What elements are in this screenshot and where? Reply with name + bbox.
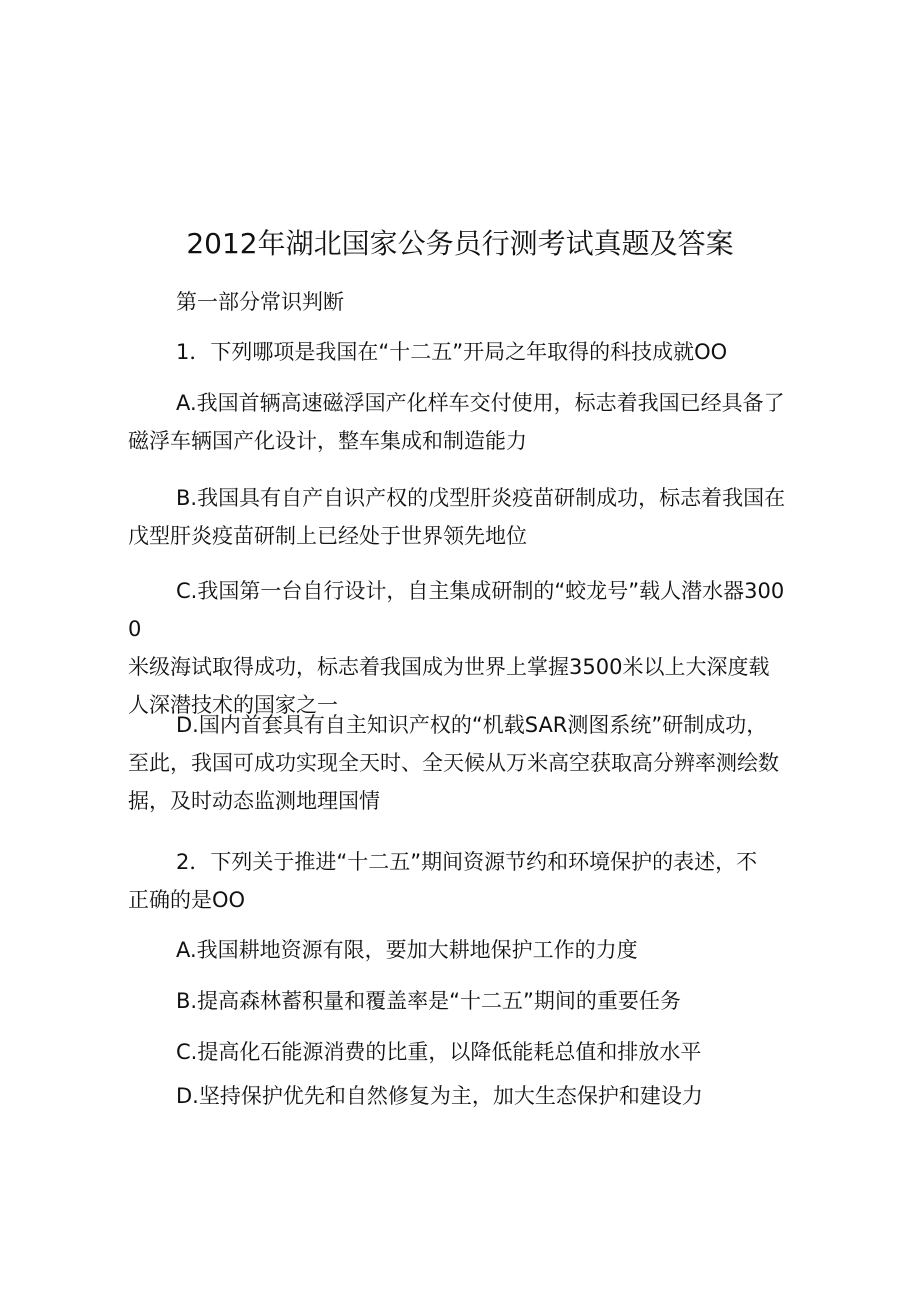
option-line: A.我国耕地资源有限，要加大耕地保护工作的力度 [176, 938, 638, 962]
question-1-option-b [128, 479, 796, 555]
option-line: C.我国第一台自行设计，自主集成研制的“蛟龙号”载人潜水器3000 [128, 579, 785, 641]
question-2-stem [128, 843, 796, 919]
option-line: 磁浮车辆国产化设计，整车集成和制造能力 [128, 429, 527, 453]
option-line: 至此，我国可成功实现全天时、全天候从万米高空获取高分辨率测绘数 [128, 751, 779, 775]
option-line: A.我国首辆高速磁浮国产化样车交付使用，标志着我国已经具备了 [176, 391, 785, 415]
question-2-option-b [128, 982, 796, 1020]
option-line: 米级海试取得成功，标志着我国成为世界上掌握3500米以上大深度载 [128, 655, 770, 679]
option-line: 据，及时动态监测地理国情 [128, 789, 380, 813]
option-line: 人深潜技术的国家之一 [128, 693, 338, 717]
question-1-option-c [128, 572, 796, 724]
question-1-stem [128, 333, 796, 371]
option-line: D.国内首套具有自主知识产权的“机载SAR测图系统”研制成功， [176, 713, 768, 737]
question-1-stem-text: 1．下列哪项是我国在“十二五”开局之年取得的科技成就OO [176, 340, 728, 364]
option-line: B.我国具有自产自识产权的戊型肝炎疫苗研制成功，标志着我国在 [176, 486, 786, 510]
question-2-option-c [128, 1033, 796, 1071]
option-line: D.坚持保护优先和自然修复为主，加大生态保护和建设力 [176, 1084, 703, 1108]
question-2-option-d [128, 1077, 796, 1115]
question-1-option-d [128, 706, 796, 820]
question-2-option-a [128, 931, 796, 969]
question-1-option-a [128, 384, 796, 460]
section-heading-text: 第一部分常识判断 [176, 290, 344, 314]
document-title: 2012年湖北国家公务员行测考试真题及答案 [186, 227, 734, 260]
option-line: C.提高化石能源消费的比重，以降低能耗总值和排放水平 [176, 1040, 702, 1064]
option-line: B.提高森林蓄积量和覆盖率是“十二五”期间的重要任务 [176, 989, 681, 1013]
section-heading [128, 283, 796, 321]
option-line: 戊型肝炎疫苗研制上已经处于世界领先地位 [128, 524, 527, 548]
question-2-stem-line: 正确的是OO [128, 888, 246, 912]
question-2-stem-line: 2．下列关于推进“十二五”期间资源节约和环境保护的表述，不 [176, 850, 758, 874]
